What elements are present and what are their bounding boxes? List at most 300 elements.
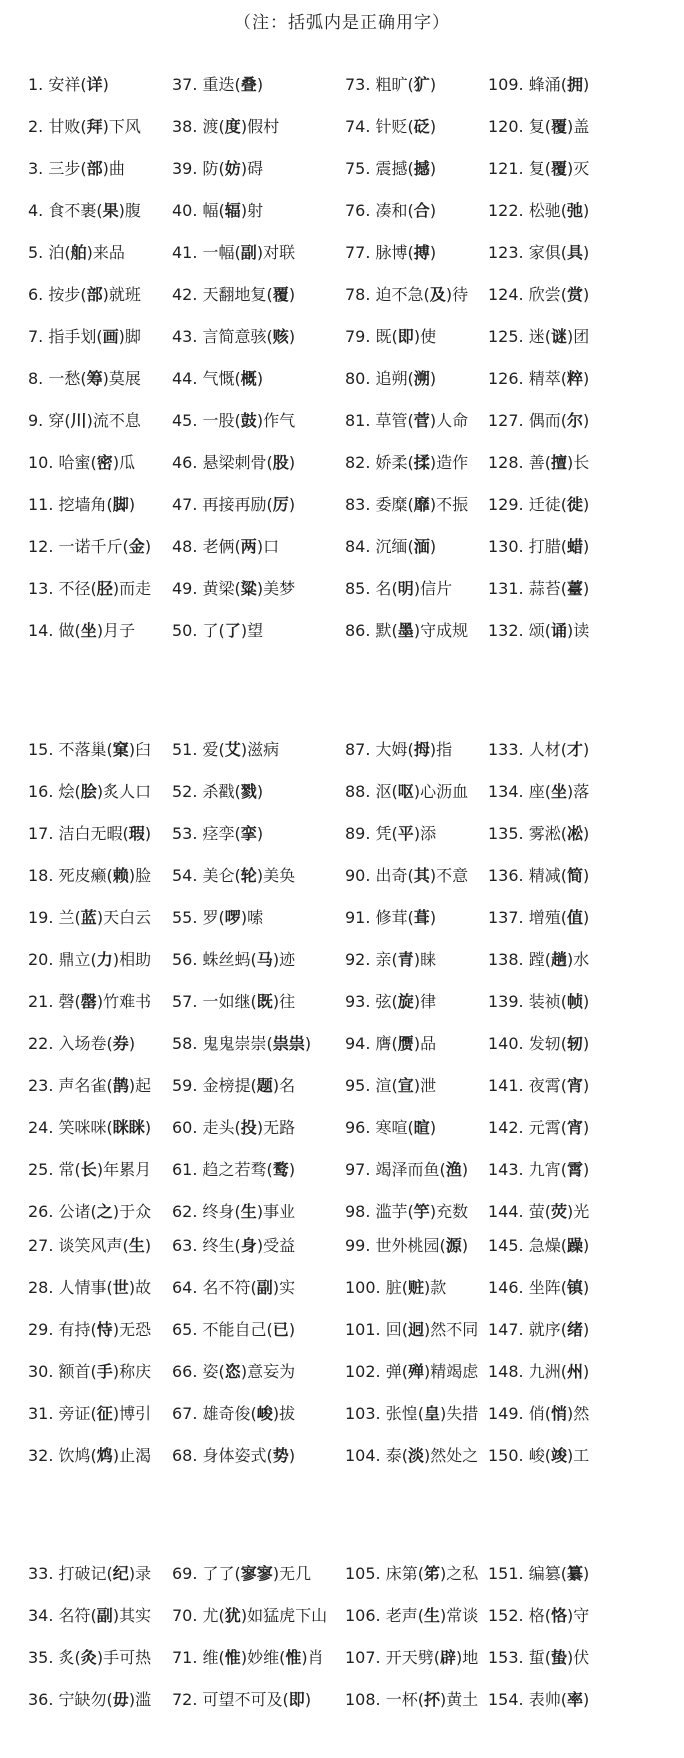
correct-character: 尔	[566, 411, 583, 430]
word-entry: 38. 渡(度)假村	[172, 117, 280, 136]
correct-character: 搏	[413, 243, 430, 262]
word-entry: 79. 既(即)使	[345, 327, 437, 346]
correct-character: 势	[272, 1446, 289, 1465]
word-entry: 40. 幅(辐)射	[172, 201, 264, 220]
word-entry: 128. 善(擅)长	[488, 453, 590, 472]
correct-character: 妨	[224, 159, 241, 178]
word-entry: 59. 金榜提(题)名	[172, 1076, 296, 1095]
correct-character: 厉	[272, 495, 289, 514]
word-entry: 27. 谈笑风声(生)	[28, 1236, 152, 1255]
word-entry: 50. 了(了)望	[172, 621, 264, 640]
correct-character: 合	[413, 201, 430, 220]
word-entry: 24. 笑咪咪(眯眯)	[28, 1118, 152, 1137]
word-entry: 99. 世外桃园(源)	[345, 1236, 469, 1255]
word-entry: 9. 穿(川)流不息	[28, 411, 141, 430]
correct-character: 及	[429, 285, 446, 304]
word-entry: 13. 不径(胫)而走	[28, 579, 152, 598]
entry-row	[0, 939, 684, 981]
entry-row	[0, 1225, 684, 1267]
correct-character: 拥	[566, 75, 583, 94]
correct-character: 马	[256, 950, 273, 969]
word-entry: 96. 寒喧(暄)	[345, 1118, 437, 1137]
correct-character: 恣	[224, 1362, 241, 1381]
word-entry: 103. 张惶(皇)失措	[345, 1404, 479, 1423]
word-entry: 20. 鼎立(力)相助	[28, 950, 152, 969]
entry-row	[0, 316, 684, 358]
correct-character: 瑕	[128, 824, 145, 843]
correct-character: 副	[256, 1278, 273, 1297]
correct-character: 轫	[566, 1034, 583, 1053]
word-entry: 102. 弹(殚)精竭虑	[345, 1362, 479, 1381]
correct-character: 覆	[272, 285, 289, 304]
word-entry: 144. 萤(荧)光	[488, 1202, 590, 1221]
correct-character: 竽	[413, 1202, 430, 1221]
entry-row	[0, 1149, 684, 1191]
correct-character: 墨	[397, 621, 414, 640]
word-entry: 36. 宁缺勿(毋)滥	[28, 1690, 152, 1709]
word-entry: 34. 名符(副)其实	[28, 1606, 152, 1625]
word-entry: 39. 防(妨)碍	[172, 159, 264, 178]
word-entry: 1. 安祥(详)	[28, 75, 109, 94]
correct-character: 身	[240, 1236, 257, 1255]
correct-character: 舶	[70, 243, 87, 262]
correct-character: 鸩	[96, 1446, 113, 1465]
word-entry: 104. 泰(淡)然处之	[345, 1446, 479, 1465]
entry-row	[0, 610, 684, 652]
correct-character: 详	[86, 75, 103, 94]
correct-character: 征	[96, 1404, 113, 1423]
word-entry: 64. 名不符(副)实	[172, 1278, 296, 1297]
word-entry: 28. 人情事(世)故	[28, 1278, 152, 1297]
word-entry: 76. 凑和(合)	[345, 201, 437, 220]
word-entry: 126. 精萃(粹)	[488, 369, 590, 388]
correct-character: 暄	[413, 1118, 430, 1137]
entry-row	[0, 813, 684, 855]
correct-character: 粹	[566, 369, 583, 388]
correct-character: 眯眯	[112, 1118, 145, 1137]
correct-character: 镇	[566, 1278, 583, 1297]
word-entry: 62. 终身(生)事业	[172, 1202, 296, 1221]
word-entry: 17. 洁白无暇(瑕)	[28, 824, 152, 843]
correct-character: 趟	[550, 950, 567, 969]
correct-character: 部	[86, 159, 103, 178]
correct-character: 川	[70, 411, 87, 430]
entry-row	[0, 1107, 684, 1149]
word-entry: 135. 雾淞(凇)	[488, 824, 590, 843]
word-entry: 152. 格(恪)守	[488, 1606, 590, 1625]
correct-character: 题	[256, 1076, 273, 1095]
entry-row	[0, 274, 684, 316]
word-entry: 23. 声名雀(鹊)起	[28, 1076, 152, 1095]
correct-character: 窠	[112, 740, 129, 759]
correct-character: 荧	[550, 1202, 567, 1221]
correct-character: 迥	[407, 1320, 424, 1339]
word-entry: 100. 脏(赃)款	[345, 1278, 447, 1297]
word-entry: 25. 常(长)年累月	[28, 1160, 152, 1179]
entry-group-2	[0, 729, 684, 1233]
word-entry: 26. 公诸(之)于众	[28, 1202, 152, 1221]
entry-row	[0, 358, 684, 400]
correct-character: 赅	[272, 327, 289, 346]
entry-row	[0, 1309, 684, 1351]
word-entry: 142. 元霄(宵)	[488, 1118, 590, 1137]
word-entry: 69. 了了(寥寥)无几	[172, 1564, 312, 1583]
word-entry: 58. 鬼鬼崇崇(祟祟)	[172, 1034, 312, 1053]
word-entry: 46. 悬梁刺骨(股)	[172, 453, 296, 472]
word-entry: 8. 一愁(筹)莫展	[28, 369, 141, 388]
correct-character: 徙	[566, 495, 583, 514]
correct-character: 皇	[423, 1404, 440, 1423]
correct-character: 生	[240, 1202, 257, 1221]
correct-character: 生	[423, 1606, 440, 1625]
word-entry: 129. 迁徒(徙)	[488, 495, 590, 514]
correct-character: 啰	[224, 908, 241, 927]
word-entry: 148. 九洲(州)	[488, 1362, 590, 1381]
word-entry: 66. 姿(恣)意妄为	[172, 1362, 296, 1381]
correct-character: 旋	[397, 992, 414, 1011]
word-entry: 109. 蜂涌(拥)	[488, 75, 590, 94]
entry-row	[0, 232, 684, 274]
correct-character: 青	[397, 950, 414, 969]
correct-character: 宵	[566, 1118, 583, 1137]
correct-character: 值	[566, 908, 583, 927]
correct-character: 两	[240, 537, 257, 556]
correct-character: 竣	[550, 1446, 567, 1465]
correct-character: 副	[240, 243, 257, 262]
entry-row	[0, 1267, 684, 1309]
word-entry: 139. 装祯(帧)	[488, 992, 590, 1011]
word-entry: 125. 迷(谜)团	[488, 327, 590, 346]
correct-character: 即	[288, 1690, 305, 1709]
word-entry: 98. 滥芋(竽)充数	[345, 1202, 469, 1221]
correct-character: 叠	[240, 75, 257, 94]
correct-character: 才	[566, 740, 583, 759]
word-entry: 12. 一诺千斤(金)	[28, 537, 152, 556]
correct-character: 画	[102, 327, 119, 346]
word-entry: 145. 急燥(躁)	[488, 1236, 590, 1255]
word-entry: 61. 趋之若骛(鹜)	[172, 1160, 296, 1179]
correct-character: 揉	[413, 453, 430, 472]
word-entry: 67. 雄奇俊(峻)拔	[172, 1404, 296, 1423]
correct-character: 恪	[550, 1606, 567, 1625]
word-entry: 11. 挖墙角(脚)	[28, 495, 136, 514]
word-entry: 153. 蜇(蛰)伏	[488, 1648, 590, 1667]
word-entry: 92. 亲(青)睐	[345, 950, 437, 969]
correct-character: 明	[397, 579, 414, 598]
correct-character: 砭	[413, 117, 430, 136]
correct-character: 悄	[550, 1404, 567, 1423]
word-entry: 72. 可望不可及(即)	[172, 1690, 312, 1709]
word-entry: 45. 一股(鼓)作气	[172, 411, 296, 430]
correct-character: 葺	[413, 908, 430, 927]
word-entry: 141. 夜霄(宵)	[488, 1076, 590, 1095]
word-entry: 150. 峻(竣)工	[488, 1446, 590, 1465]
correct-character: 蓝	[80, 908, 97, 927]
correct-character: 脍	[80, 782, 97, 801]
correct-character: 犹	[224, 1606, 241, 1625]
word-entry: 106. 老声(生)常谈	[345, 1606, 479, 1625]
word-entry: 52. 杀戳(戮)	[172, 782, 264, 801]
correct-character: 果	[102, 201, 119, 220]
word-entry: 5. 泊(舶)来品	[28, 243, 125, 262]
word-entry: 70. 尤(犹)如猛虎下山	[172, 1606, 328, 1625]
entry-group-1	[0, 64, 684, 652]
correct-character: 了	[224, 621, 241, 640]
entry-row	[0, 148, 684, 190]
correct-character: 粱	[240, 579, 257, 598]
correct-character: 纪	[112, 1564, 129, 1583]
correct-character: 撼	[413, 159, 430, 178]
entry-row	[0, 1595, 684, 1637]
correct-character: 赏	[566, 285, 583, 304]
correct-character: 长	[80, 1160, 97, 1179]
word-entry: 78. 迫不急(及)待	[345, 285, 469, 304]
word-entry: 95. 渲(宣)泄	[345, 1076, 437, 1095]
correct-character: 州	[566, 1362, 583, 1381]
correct-character: 纂	[566, 1564, 583, 1583]
word-entry: 84. 沉缅(湎)	[345, 537, 437, 556]
word-entry: 56. 蛛丝蚂(马)迹	[172, 950, 296, 969]
correct-character: 概	[240, 369, 257, 388]
word-entry: 30. 额首(手)称庆	[28, 1362, 152, 1381]
word-entry: 41. 一幅(副)对联	[172, 243, 296, 262]
word-entry: 65. 不能自己(已)	[172, 1320, 296, 1339]
correct-character: 殚	[407, 1362, 424, 1381]
correct-character: 灸	[80, 1648, 97, 1667]
correct-character: 罄	[80, 992, 97, 1011]
correct-character: 具	[566, 243, 583, 262]
word-entry: 32. 饮鸠(鸩)止渴	[28, 1446, 152, 1465]
word-entry: 81. 草管(菅)人命	[345, 411, 469, 430]
word-entry: 105. 床第(笫)之私	[345, 1564, 479, 1583]
word-entry: 10. 哈蜜(密)瓜	[28, 453, 136, 472]
entry-row	[0, 1435, 684, 1477]
correct-character: 部	[86, 285, 103, 304]
entry-row	[0, 106, 684, 148]
correct-character: 股	[272, 453, 289, 472]
entry-row	[0, 190, 684, 232]
word-entry: 63. 终生(身)受益	[172, 1236, 296, 1255]
word-entry: 91. 修茸(葺)	[345, 908, 437, 927]
word-entry: 127. 偶而(尔)	[488, 411, 590, 430]
entry-row	[0, 981, 684, 1023]
word-entry: 136. 精减(简)	[488, 866, 590, 885]
entry-row	[0, 526, 684, 568]
word-entry: 6. 按步(部)就班	[28, 285, 141, 304]
correct-character: 寥寥	[240, 1564, 273, 1583]
word-entry: 86. 默(墨)守成规	[345, 621, 469, 640]
word-entry: 97. 竭泽而鱼(渔)	[345, 1160, 469, 1179]
correct-character: 辟	[439, 1648, 456, 1667]
entry-group-3	[0, 1225, 684, 1477]
word-entry: 121. 复(覆)灭	[488, 159, 590, 178]
correct-character: 毋	[112, 1690, 129, 1709]
entry-row	[0, 897, 684, 939]
correct-character: 抔	[423, 1690, 440, 1709]
correct-character: 鹊	[112, 1076, 129, 1095]
correct-character: 坐	[80, 621, 97, 640]
entry-row	[0, 1065, 684, 1107]
word-entry: 68. 身体姿式(势)	[172, 1446, 296, 1465]
correct-character: 辐	[224, 201, 241, 220]
word-entry: 85. 名(明)信片	[345, 579, 453, 598]
correct-character: 券	[112, 1034, 129, 1053]
word-entry: 53. 痉孪(挛)	[172, 824, 264, 843]
word-entry: 48. 老俩(两)口	[172, 537, 280, 556]
correct-character: 拜	[86, 117, 103, 136]
word-entry: 37. 重迭(叠)	[172, 75, 264, 94]
correct-character: 平	[397, 824, 414, 843]
correct-character: 菅	[413, 411, 430, 430]
entry-row	[0, 484, 684, 526]
correct-character: 靡	[413, 495, 430, 514]
correct-character: 手	[96, 1362, 113, 1381]
word-entry: 88. 沤(呕)心沥血	[345, 782, 469, 801]
correct-character: 绪	[566, 1320, 583, 1339]
word-entry: 108. 一杯(抔)黄土	[345, 1690, 479, 1709]
entry-row	[0, 1679, 684, 1721]
word-entry: 74. 针贬(砭)	[345, 117, 437, 136]
word-entry: 19. 兰(蓝)天白云	[28, 908, 152, 927]
word-entry: 43. 言简意骇(赅)	[172, 327, 296, 346]
word-entry: 143. 九宵(霄)	[488, 1160, 590, 1179]
word-entry: 107. 开天劈(辟)地	[345, 1648, 479, 1667]
word-entry: 90. 出奇(其)不意	[345, 866, 469, 885]
correct-character: 惟	[224, 1648, 241, 1667]
entry-group-4	[0, 1553, 684, 1721]
correct-character: 即	[397, 327, 414, 346]
entry-row	[0, 1351, 684, 1393]
correct-character: 力	[96, 950, 113, 969]
word-entry: 55. 罗(啰)嗦	[172, 908, 264, 927]
entry-row	[0, 729, 684, 771]
correct-character: 呕	[397, 782, 414, 801]
word-entry: 131. 蒜苔(薹)	[488, 579, 590, 598]
word-entry: 33. 打破记(纪)录	[28, 1564, 152, 1583]
correct-character: 之	[96, 1202, 113, 1221]
correct-character: 祟祟	[272, 1034, 305, 1053]
correct-character: 鹜	[272, 1160, 289, 1179]
correct-character: 筹	[86, 369, 103, 388]
word-entry: 15. 不落巢(窠)臼	[28, 740, 152, 759]
word-entry: 94. 膺(赝)品	[345, 1034, 437, 1053]
word-entry: 146. 坐阵(镇)	[488, 1278, 590, 1297]
word-entry: 154. 表帅(率)	[488, 1690, 590, 1709]
correct-character: 薹	[566, 579, 583, 598]
word-entry: 101. 回(迥)然不同	[345, 1320, 479, 1339]
word-entry: 49. 黄梁(粱)美梦	[172, 579, 296, 598]
word-entry: 31. 旁证(征)博引	[28, 1404, 152, 1423]
entry-row	[0, 1553, 684, 1595]
correct-character: 拇	[413, 740, 430, 759]
word-entry: 7. 指手划(画)脚	[28, 327, 141, 346]
entry-row	[0, 855, 684, 897]
correct-character: 覆	[550, 117, 567, 136]
correct-character: 淡	[407, 1446, 424, 1465]
word-entry: 18. 死皮癞(赖)脸	[28, 866, 152, 885]
word-entry: 4. 食不裹(果)腹	[28, 201, 141, 220]
correct-character: 溯	[413, 369, 430, 388]
correct-character: 投	[240, 1118, 257, 1137]
correct-character: 躁	[566, 1236, 583, 1255]
correct-character: 弛	[566, 201, 583, 220]
page-note: （注：括弧内是正确用字）	[234, 13, 450, 33]
entry-row	[0, 771, 684, 813]
correct-character: 峻	[256, 1404, 273, 1423]
word-entry: 54. 美仑(轮)美奂	[172, 866, 296, 885]
word-entry: 44. 气慨(概)	[172, 369, 264, 388]
word-entry: 75. 震撼(撼)	[345, 159, 437, 178]
correct-character: 既	[256, 992, 273, 1011]
word-entry: 14. 做(坐)月子	[28, 621, 136, 640]
entry-row	[0, 64, 684, 106]
correct-character: 源	[445, 1236, 462, 1255]
correct-character: 擅	[550, 453, 567, 472]
correct-character: 赃	[407, 1278, 424, 1297]
correct-character: 度	[224, 117, 241, 136]
correct-character: 湎	[413, 537, 430, 556]
correct-character: 诵	[550, 621, 567, 640]
correct-character: 恃	[96, 1320, 113, 1339]
correct-character: 密	[96, 453, 113, 472]
word-entry: 35. 炙(灸)手可热	[28, 1648, 152, 1667]
word-entry: 2. 甘败(拜)下风	[28, 117, 141, 136]
word-entry: 149. 俏(悄)然	[488, 1404, 590, 1423]
word-entry: 16. 烩(脍)炙人口	[28, 782, 152, 801]
word-entry: 3. 三步(部)曲	[28, 159, 125, 178]
correct-character: 覆	[550, 159, 567, 178]
word-entry: 137. 增殖(值)	[488, 908, 590, 927]
word-entry: 151. 编篡(纂)	[488, 1564, 590, 1583]
correct-character: 赝	[397, 1034, 414, 1053]
correct-character: 鼓	[240, 411, 257, 430]
word-entry: 124. 欣尝(赏)	[488, 285, 590, 304]
word-entry: 82. 娇柔(揉)造作	[345, 453, 469, 472]
word-entry: 87. 大姆(拇)指	[345, 740, 453, 759]
correct-character: 蛰	[550, 1648, 567, 1667]
correct-character: 简	[566, 866, 583, 885]
correct-character: 其	[413, 866, 430, 885]
word-entry: 89. 凭(平)添	[345, 824, 437, 843]
correct-character: 凇	[566, 824, 583, 843]
entry-row	[0, 442, 684, 484]
word-entry: 120. 复(覆)盖	[488, 117, 590, 136]
correct-character: 笫	[423, 1564, 440, 1583]
word-entry: 80. 追朔(溯)	[345, 369, 437, 388]
word-entry: 123. 家俱(具)	[488, 243, 590, 262]
correct-character: 霄	[566, 1160, 583, 1179]
correct-character: 谜	[550, 327, 567, 346]
word-entry: 77. 脉博(搏)	[345, 243, 437, 262]
word-entry: 83. 委糜(靡)不振	[345, 495, 469, 514]
word-entry: 42. 天翻地复(覆)	[172, 285, 296, 304]
correct-character: 轮	[240, 866, 257, 885]
correct-character: 金	[128, 537, 145, 556]
word-entry: 29. 有持(恃)无恐	[28, 1320, 152, 1339]
word-entry: 73. 粗旷(犷)	[345, 75, 437, 94]
correct-character: 生	[128, 1236, 145, 1255]
correct-character: 戮	[240, 782, 257, 801]
word-entry: 133. 人材(才)	[488, 740, 590, 759]
correct-character: 副	[96, 1606, 113, 1625]
word-entry: 71. 维(惟)妙维(惟)肖	[172, 1648, 324, 1667]
word-entry: 22. 入场卷(券)	[28, 1034, 136, 1053]
entry-row	[0, 1637, 684, 1679]
word-entry: 132. 颂(诵)读	[488, 621, 590, 640]
correct-character: 坐	[550, 782, 567, 801]
entry-row	[0, 1023, 684, 1065]
word-entry: 57. 一如继(既)往	[172, 992, 296, 1011]
